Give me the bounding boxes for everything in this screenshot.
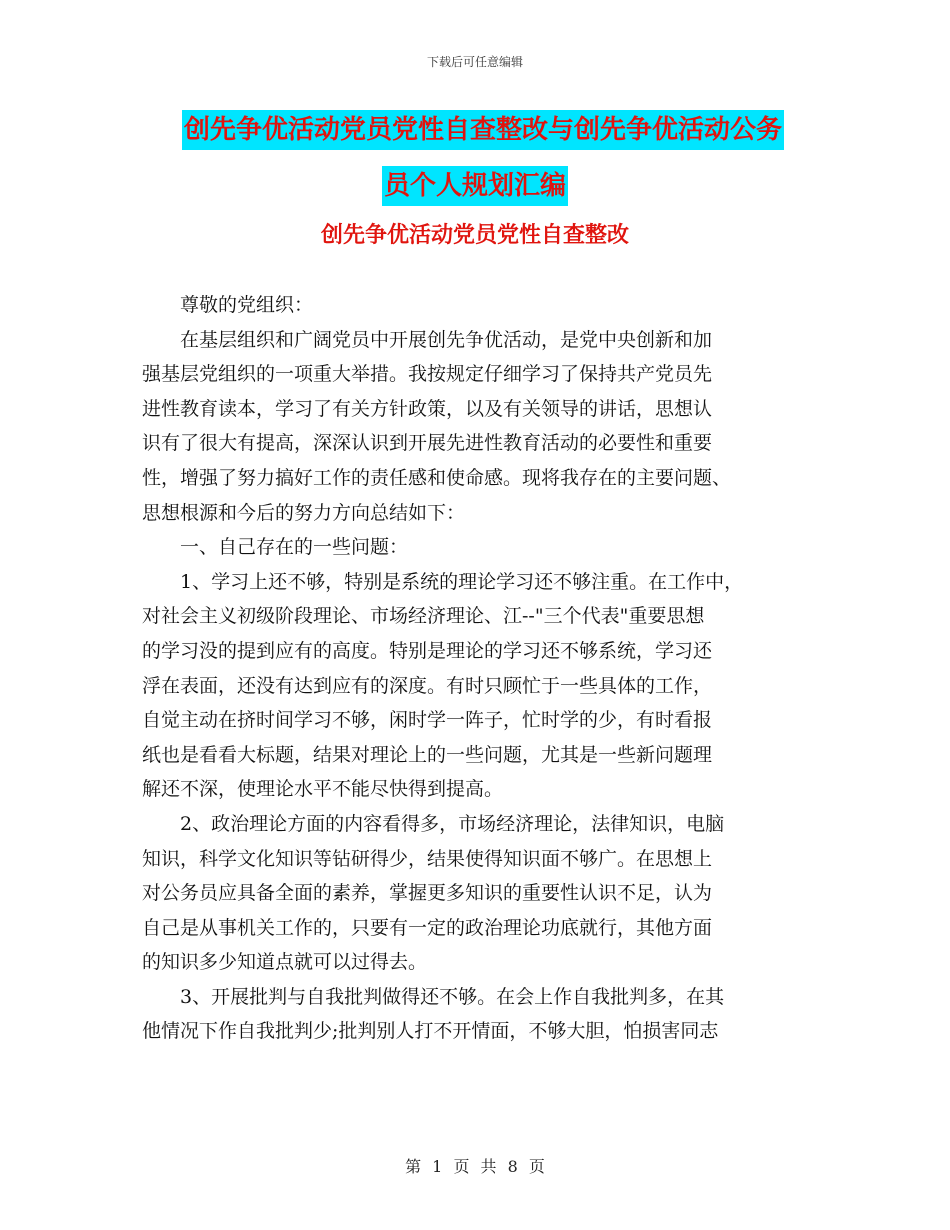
body-line: 知识，科学文化知识等钻研得少，结果使得知识面不够广。在思想上 bbox=[142, 847, 713, 870]
body-line: 进性教育读本，学习了有关方针政策，以及有关领导的讲话，思想认 bbox=[142, 397, 713, 420]
header-note: 下载后可任意编辑 bbox=[426, 55, 523, 69]
body-line: 的知识多少知道点就可以过得去。 bbox=[142, 951, 428, 974]
body-text bbox=[142, 288, 812, 1049]
body-line: 自觉主动在挤时间学习不够，闲时学一阵子，忙时学的少，有时看报 bbox=[142, 709, 713, 732]
document-title bbox=[0, 110, 950, 206]
body-line: 纸也是看看大标题，结果对理论上的一些问题，尤其是一些新问题理 bbox=[142, 743, 713, 766]
body-line: 识有了很大有提高，深深认识到开展先进性教育活动的必要性和重要 bbox=[142, 432, 713, 455]
body-line: 对公务员应具备全面的素养，掌握更多知识的重要性认识不足，认为 bbox=[142, 882, 713, 905]
body-line: 在基层组织和广阔党员中开展创先争优活动，是党中央创新和加 bbox=[142, 328, 713, 351]
body-line: 自己是从事机关工作的，只要有一定的政治理论功底就行，其他方面 bbox=[142, 916, 713, 939]
title-line-2: 员个人规划汇编 bbox=[382, 166, 568, 206]
body-line: 他情况下作自我批判少;批判别人打不开情面，不够大胆，怕损害同志 bbox=[142, 1020, 719, 1043]
body-line: 的学习没的提到应有的高度。特别是理论的学习还不够系统，学习还 bbox=[142, 639, 713, 662]
body-line: 3、开展批判与自我批判做得还不够。在会上作自我批判多，在其 bbox=[142, 985, 725, 1008]
body-line: 解还不深，使理论水平不能尽快得到提高。 bbox=[142, 778, 504, 801]
body-line: 一、自己存在的一些问题： bbox=[142, 536, 409, 559]
body-line: 对社会主义初级阶段理论、市场经济理论、江--"三个代表"重要思想 bbox=[142, 605, 705, 628]
section-subtitle: 创先争优活动党员党性自查整改 bbox=[320, 223, 629, 248]
body-line: 思想根源和今后的努力方向总结如下： bbox=[142, 501, 466, 524]
page-footer: 第 1 页 共 8 页 bbox=[405, 1157, 545, 1176]
body-line: 尊敬的党组织： bbox=[142, 294, 314, 316]
body-line: 1、学习上还不够，特别是系统的理论学习还不够注重。在工作中， bbox=[142, 570, 744, 593]
body-line: 性，增强了努力搞好工作的责任感和使命感。现将我存在的主要问题、 bbox=[142, 466, 732, 489]
body-line: 浮在表面，还没有达到应有的深度。有时只顾忙于一些具体的工作， bbox=[142, 674, 713, 697]
title-line-1: 创先争优活动党员党性自查整改与创先争优活动公务 bbox=[182, 110, 784, 150]
body-line: 2、政治理论方面的内容看得多，市场经济理论，法律知识，电脑 bbox=[142, 812, 725, 835]
body-line: 强基层党组织的一项重大举措。我按规定仔细学习了保持共产党员先 bbox=[142, 363, 713, 386]
